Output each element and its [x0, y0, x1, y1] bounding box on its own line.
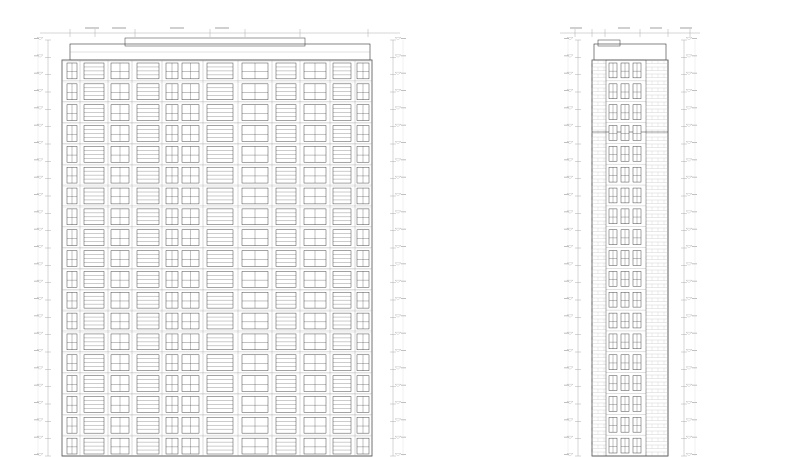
- side-right-level-level-marker: [686, 280, 692, 283]
- side-right-level-level-marker: [686, 402, 692, 405]
- side-right-level-level-marker: [686, 194, 692, 197]
- side-right-level-level-marker: [686, 90, 692, 93]
- side-right-level-level-marker: [686, 228, 692, 231]
- side-right-level-level-marker: [686, 211, 692, 214]
- side-right-level-level-marker: [686, 454, 692, 457]
- side-right-level-level-marker: [686, 419, 692, 422]
- side-roof-parapet: [594, 44, 666, 60]
- side-right-level-level-marker: [686, 332, 692, 335]
- side-right-level-level-marker: [686, 384, 692, 387]
- side-right-level-level-marker: [686, 159, 692, 162]
- side-right-level-level-marker: [686, 38, 692, 41]
- side-right-level-level-marker: [686, 124, 692, 127]
- side-right-level-level-marker: [686, 350, 692, 353]
- side-right-level-level-marker: [686, 107, 692, 110]
- side-right-level-level-marker: [686, 55, 692, 58]
- side-right-level-level-marker: [686, 367, 692, 370]
- side-right-level-level-marker: [686, 263, 692, 266]
- side-right-level-level-marker: [686, 142, 692, 145]
- side-roof-stair: [598, 40, 620, 46]
- side-right-level-level-marker: [686, 246, 692, 249]
- side-right-level-level-marker: [686, 72, 692, 75]
- side-right-level-level-marker: [686, 315, 692, 318]
- side-right-level-level-marker: [686, 176, 692, 179]
- side-right-level-level-marker: [686, 436, 692, 439]
- side-right-level-level-marker: [686, 298, 692, 301]
